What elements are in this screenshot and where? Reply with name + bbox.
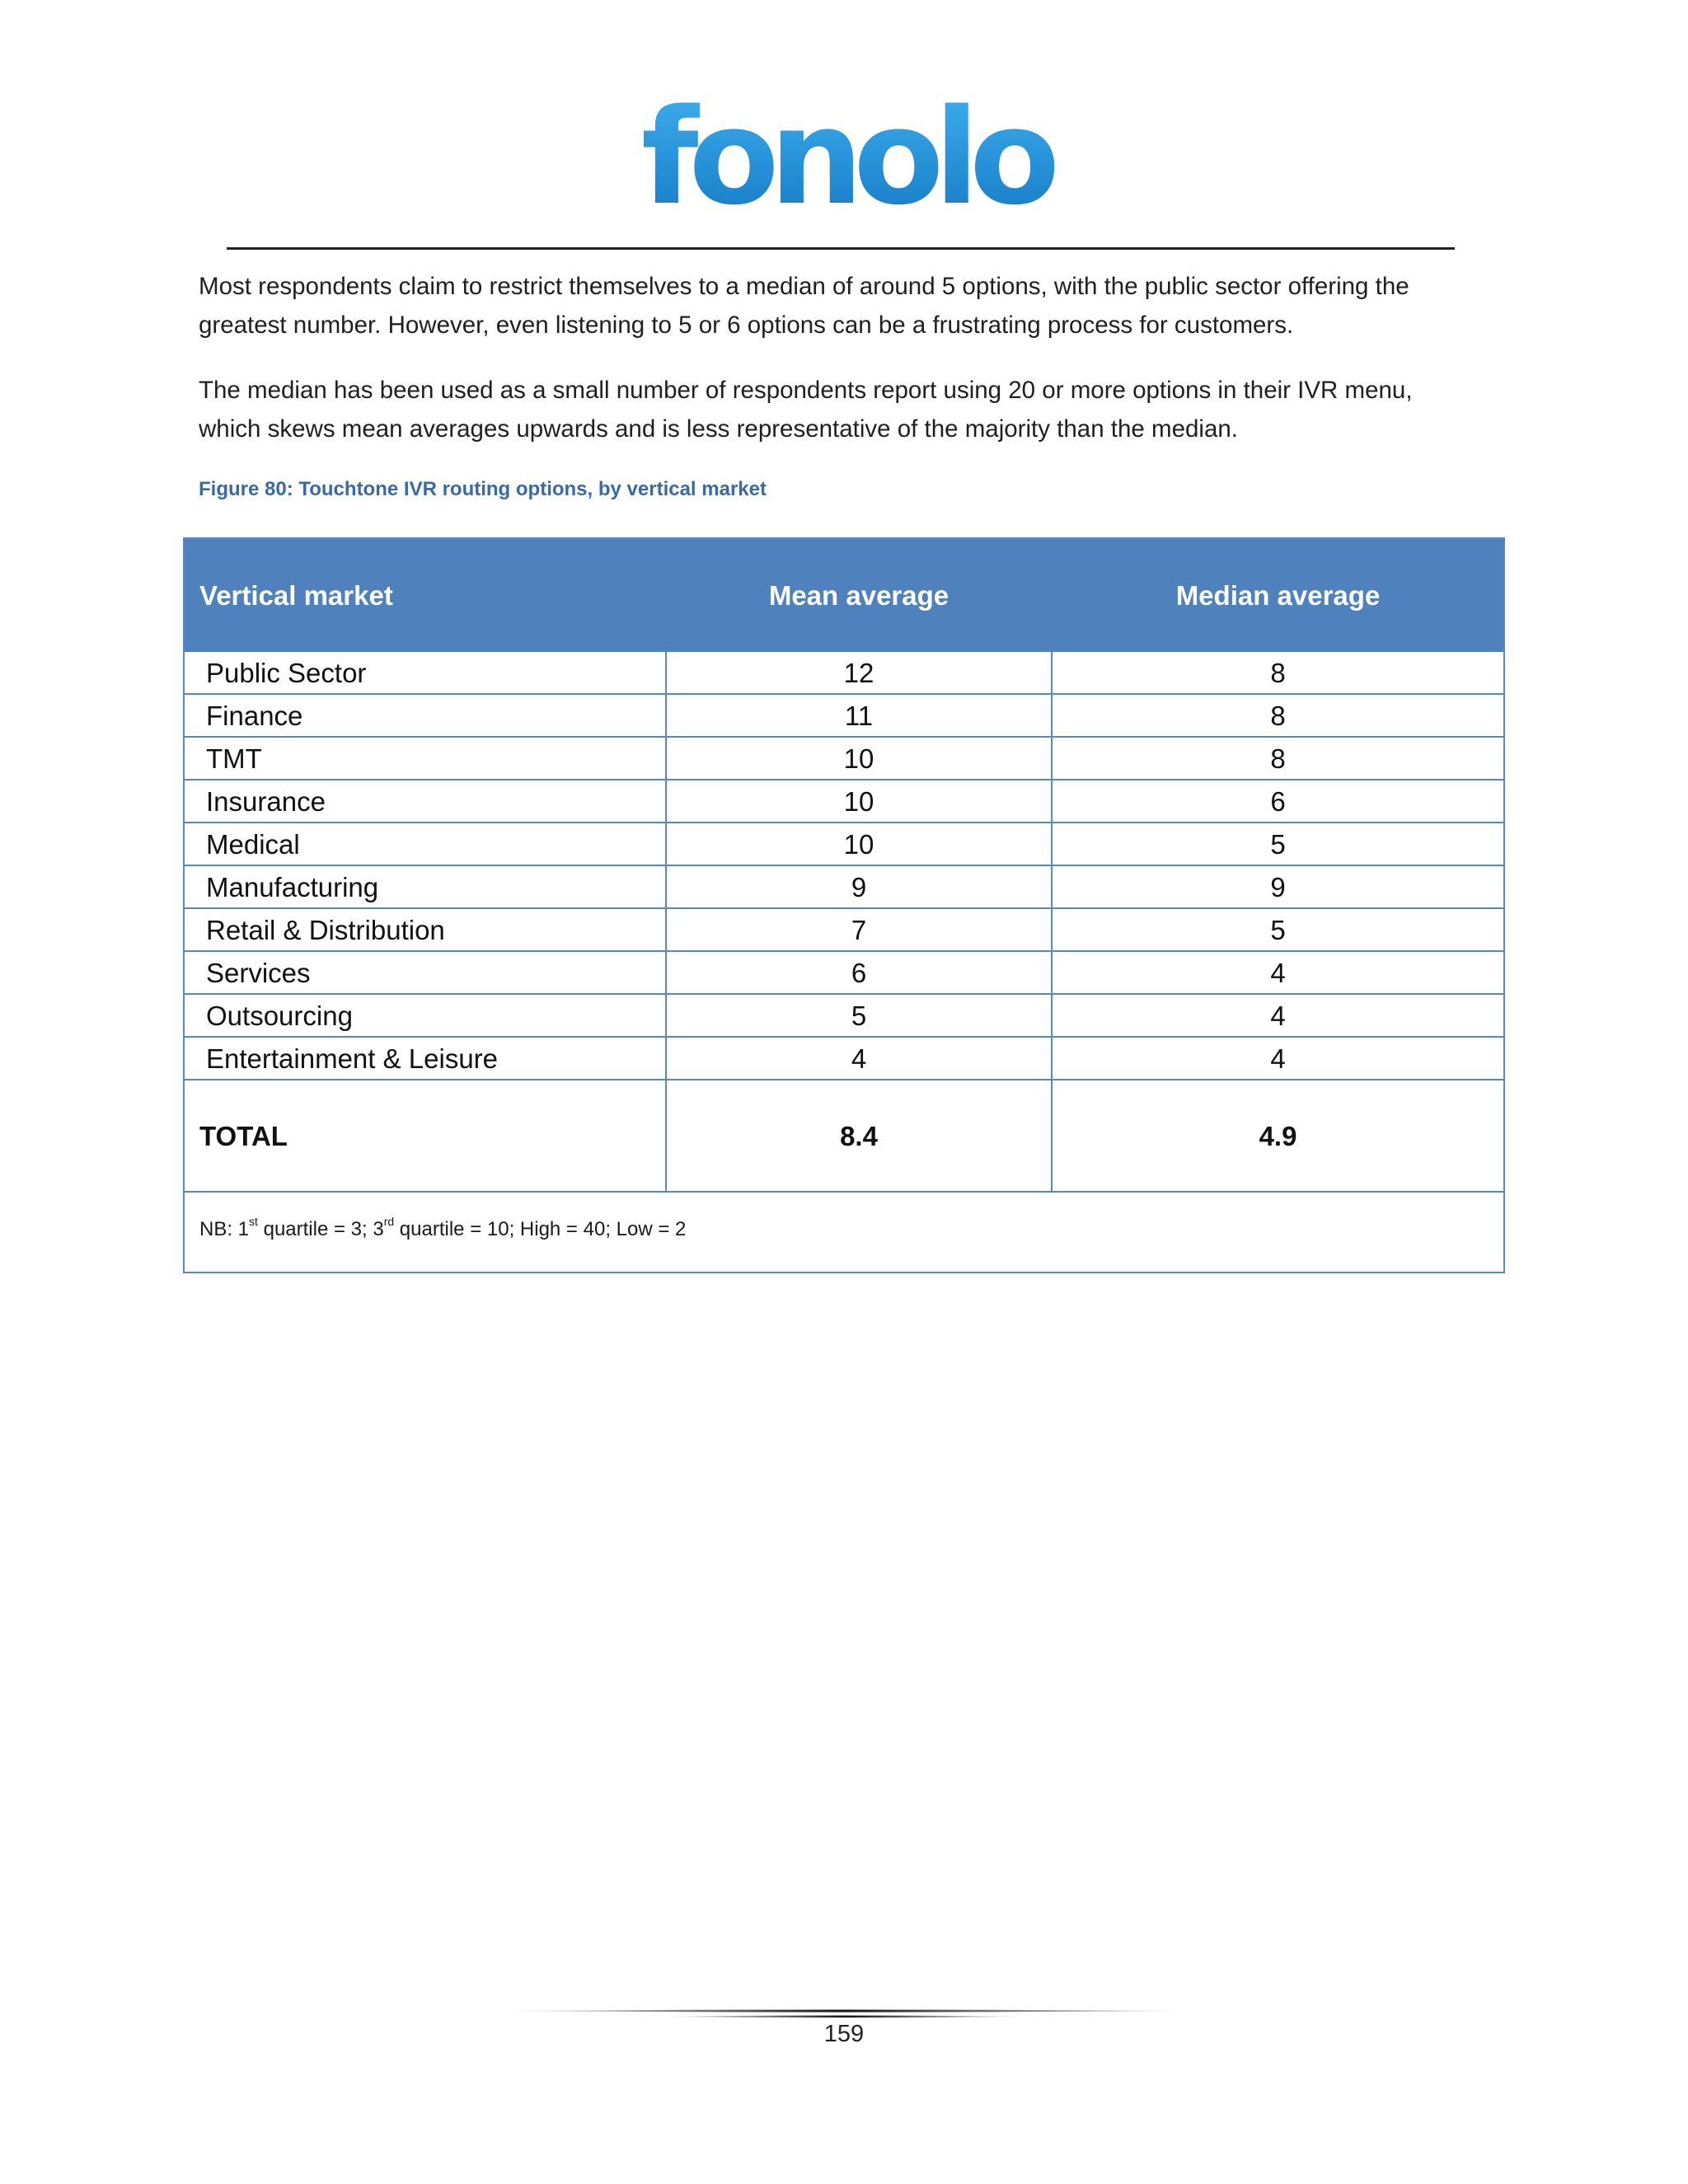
market-cell: Medical bbox=[206, 829, 300, 860]
ivr-options-table bbox=[183, 537, 1505, 1273]
page-number: 159 bbox=[823, 2021, 865, 2047]
header-mean-average: Mean average bbox=[768, 580, 950, 611]
paragraph-2-line-1: The median has been used as a small number of respondents report using 20 or more options in their IVR menu, bbox=[199, 377, 1413, 404]
note-text: quartile = 10; High = 40; Low = 2 bbox=[394, 1218, 687, 1240]
note-text: NB: 1 bbox=[199, 1218, 250, 1240]
note-superscript: st bbox=[249, 1215, 258, 1228]
market-cell: Outsourcing bbox=[206, 1001, 353, 1031]
median-cell: 8 bbox=[1270, 658, 1286, 688]
mean-cell: 11 bbox=[844, 701, 874, 731]
table-row bbox=[185, 823, 1503, 866]
mean-cell: 7 bbox=[851, 915, 867, 945]
table-row bbox=[185, 695, 1503, 738]
mean-cell: 9 bbox=[851, 872, 867, 902]
paragraph-1-line-1: Most respondents claim to restrict themselves to a median of around 5 options, with the public sector offering the bbox=[199, 273, 1409, 300]
note-superscript: rd bbox=[383, 1215, 395, 1228]
median-cell: 4 bbox=[1270, 958, 1286, 988]
mean-cell: 6 bbox=[851, 958, 867, 988]
market-cell: Finance bbox=[206, 701, 303, 731]
table-row bbox=[185, 1038, 1503, 1080]
table-total-row bbox=[185, 1080, 1503, 1193]
figure-caption: Figure 80: Touchtone IVR routing options, by vertical market bbox=[199, 478, 767, 500]
paragraph-1 bbox=[199, 267, 1497, 344]
market-cell: TMT bbox=[206, 743, 262, 774]
column-divider bbox=[1051, 652, 1053, 1193]
mean-cell: 10 bbox=[843, 829, 874, 860]
logo-text: fonolo bbox=[640, 80, 1051, 234]
table-row bbox=[185, 952, 1503, 995]
table-row bbox=[185, 909, 1503, 952]
market-cell: Manufacturing bbox=[206, 872, 379, 902]
median-cell: 4 bbox=[1270, 1001, 1286, 1031]
header-median-average: Median average bbox=[1175, 580, 1381, 611]
footer-divider bbox=[495, 2008, 1195, 2020]
mean-cell: 10 bbox=[843, 786, 874, 817]
median-cell: 9 bbox=[1270, 872, 1286, 902]
table-row bbox=[185, 995, 1503, 1038]
table-row bbox=[185, 738, 1503, 780]
median-cell: 6 bbox=[1270, 786, 1286, 817]
mean-cell: 12 bbox=[843, 658, 874, 688]
total-label: TOTAL bbox=[199, 1121, 288, 1151]
column-divider bbox=[665, 652, 667, 1193]
table-header bbox=[185, 539, 1503, 652]
mean-cell: 10 bbox=[843, 743, 874, 774]
header-vertical-market: Vertical market bbox=[199, 580, 393, 611]
header-divider bbox=[227, 247, 1455, 250]
note-text: quartile = 3; 3 bbox=[257, 1218, 384, 1240]
total-median: 4.9 bbox=[1259, 1121, 1297, 1151]
median-cell: 8 bbox=[1270, 701, 1286, 731]
median-cell: 5 bbox=[1270, 829, 1286, 860]
market-cell: Retail & Distribution bbox=[206, 915, 445, 945]
market-cell: Entertainment & Leisure bbox=[206, 1043, 499, 1074]
table-row bbox=[185, 866, 1503, 909]
mean-cell: 5 bbox=[851, 1001, 867, 1031]
table-row bbox=[185, 780, 1503, 823]
market-cell: Public Sector bbox=[206, 658, 367, 688]
median-cell: 5 bbox=[1270, 915, 1286, 945]
paragraph-2 bbox=[199, 371, 1497, 448]
paragraph-2-line-2: which skews mean averages upwards and is less representative of the majority than the median. bbox=[199, 415, 1238, 443]
market-cell: Services bbox=[206, 958, 311, 988]
table-row bbox=[185, 652, 1503, 695]
median-cell: 8 bbox=[1270, 743, 1286, 774]
mean-cell: 4 bbox=[851, 1043, 867, 1074]
paragraph-1-line-2: greatest number. However, even listening to 5 or 6 options can be a frustrating process for customers. bbox=[199, 312, 1294, 339]
table-note bbox=[199, 1215, 686, 1241]
median-cell: 4 bbox=[1270, 1043, 1286, 1074]
total-mean: 8.4 bbox=[840, 1121, 878, 1151]
market-cell: Insurance bbox=[206, 786, 326, 817]
fonolo-logo bbox=[640, 79, 1051, 234]
